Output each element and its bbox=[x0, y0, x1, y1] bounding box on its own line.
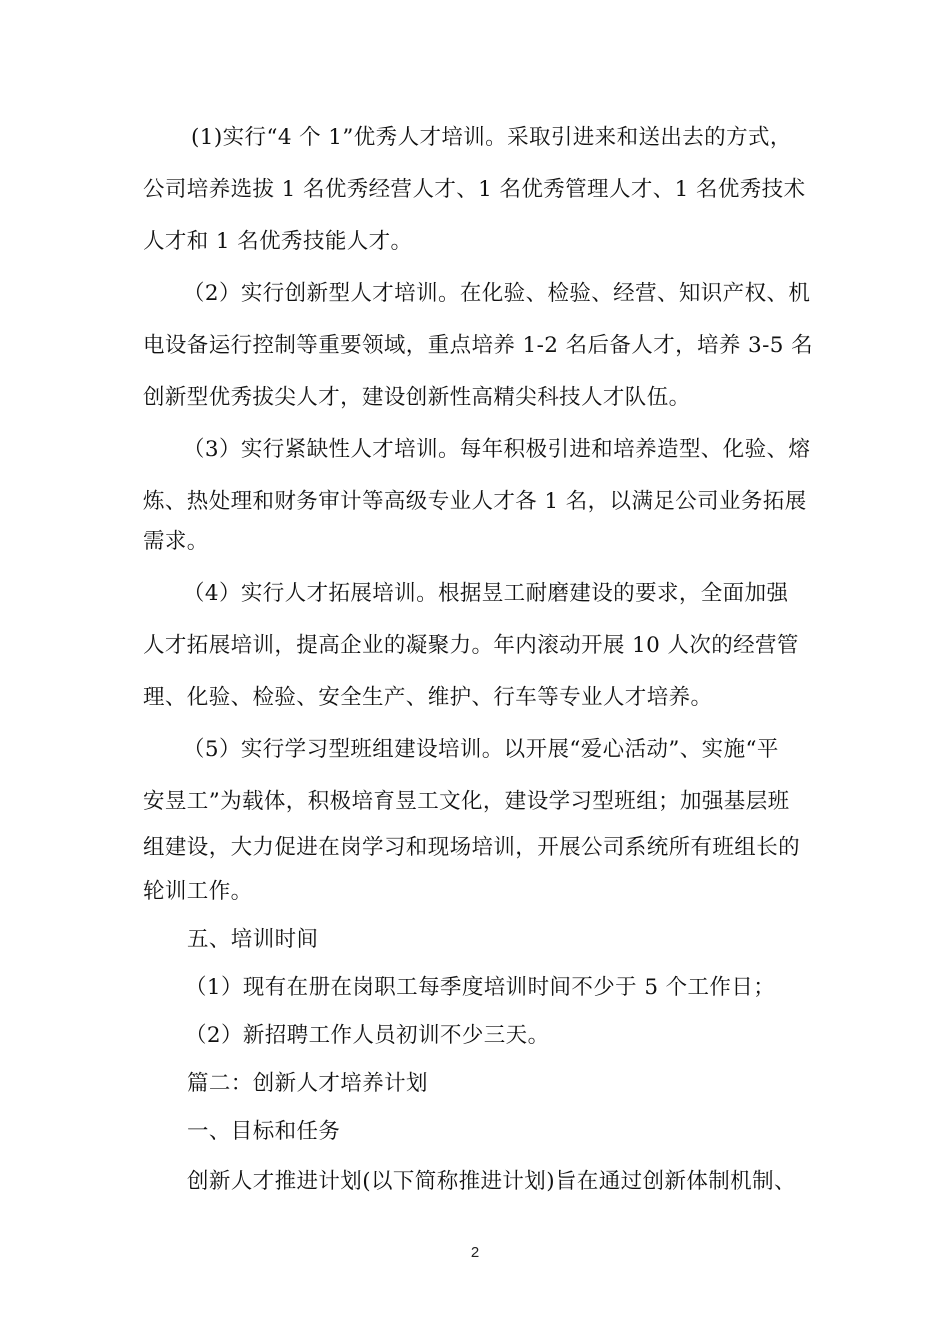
paragraph-5-line-2: 安昱工”为载体，积极培育昱工文化，建设学习型班组；加强基层班 bbox=[143, 789, 790, 814]
section-heading-goals: 一、目标和任务 bbox=[187, 1119, 341, 1144]
page-number: 2 bbox=[470, 1244, 480, 1261]
paragraph-2-line-2: 电设备运行控制等重要领域，重点培养 1-2 名后备人才，培养 3-5 名 bbox=[143, 333, 813, 358]
section-heading-training-time: 五、培训时间 bbox=[187, 927, 319, 952]
paragraph-3-line-2: 炼、热处理和财务审计等高级专业人才各 1 名，以满足公司业务拓展 bbox=[143, 489, 807, 514]
training-time-item-1: （1）现有在册在岗职工每季度培训时间不少于 5 个工作日； bbox=[185, 975, 776, 1000]
paragraph-1-line-3: 人才和 1 名优秀技能人才。 bbox=[143, 229, 413, 254]
paragraph-4-line-2: 人才拓展培训，提高企业的凝聚力。年内滚动开展 10 人次的经营管 bbox=[143, 633, 799, 658]
paragraph-1-line-1: (1)实行“4 个 1”优秀人才培训。采取引进来和送出去的方式， bbox=[191, 125, 792, 150]
training-time-item-2: （2）新招聘工作人员初训不少三天。 bbox=[185, 1023, 550, 1048]
paragraph-4-line-3: 理、化验、检验、安全生产、维护、行车等专业人才培养。 bbox=[143, 685, 713, 710]
paragraph-3-line-3: 需求。 bbox=[143, 529, 209, 554]
paragraph-2-line-3: 创新型优秀拔尖人才，建设创新性高精尖科技人才队伍。 bbox=[143, 385, 691, 410]
paragraph-2-line-1: （2）实行创新型人才培训。在化验、检验、经营、知识产权、机 bbox=[183, 281, 811, 306]
paragraph-1-line-2: 公司培养选拔 1 名优秀经营人才、1 名优秀管理人才、1 名优秀技术 bbox=[143, 177, 806, 202]
paragraph-5-line-1: （5）实行学习型班组建设培训。以开展“爱心活动”、实施“平 bbox=[183, 737, 779, 762]
paragraph-3-line-1: （3）实行紧缺性人才培训。每年积极引进和培养造型、化验、熔 bbox=[183, 437, 811, 462]
chapter-heading: 篇二：创新人才培养计划 bbox=[187, 1071, 428, 1096]
paragraph-11-line-1: 创新人才推进计划(以下简称推进计划)旨在通过创新体制机制、 bbox=[187, 1169, 796, 1194]
paragraph-4-line-1: （4）实行人才拓展培训。根据昱工耐磨建设的要求，全面加强 bbox=[183, 581, 789, 606]
paragraph-5-line-4: 轮训工作。 bbox=[143, 879, 253, 904]
paragraph-5-line-3: 组建设，大力促进在岗学习和现场培训，开展公司系统所有班组长的 bbox=[143, 835, 801, 860]
